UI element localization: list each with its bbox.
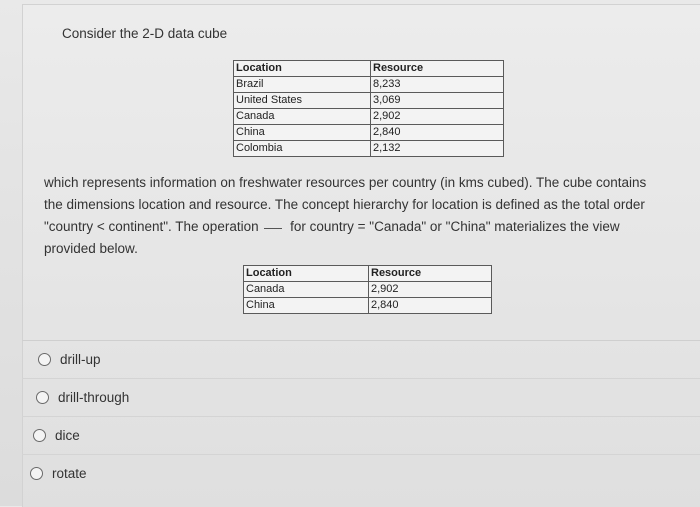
table-row xyxy=(244,282,492,298)
resource-cell: 2,902 xyxy=(369,282,492,298)
data-cube-table xyxy=(233,60,504,157)
column-header-location: Location xyxy=(244,266,369,282)
question-fragment: for country = "Canada" or "China" materializes the view xyxy=(290,219,620,234)
location-cell: Canada xyxy=(234,109,371,125)
table-row xyxy=(244,298,492,314)
location-cell: China xyxy=(234,125,371,141)
option-rotate[interactable] xyxy=(22,454,700,492)
table-row xyxy=(234,77,504,93)
table-header-row xyxy=(234,61,504,77)
location-cell: Brazil xyxy=(234,77,371,93)
option-drill-up[interactable] xyxy=(22,340,700,378)
question-line: which represents information on freshwater resources per country (in kms cubed). The cube contains xyxy=(44,175,647,190)
column-header-location: Location xyxy=(234,61,371,77)
question-line: provided below. xyxy=(44,241,138,256)
answer-blank xyxy=(264,228,282,229)
materialized-view-table xyxy=(243,265,492,314)
table-row xyxy=(234,141,504,157)
resource-cell: 3,069 xyxy=(371,93,504,109)
option-drill-through[interactable] xyxy=(22,378,700,416)
resource-cell: 2,840 xyxy=(371,125,504,141)
resource-cell: 2,902 xyxy=(371,109,504,125)
question-line xyxy=(44,216,690,238)
table-row xyxy=(234,109,504,125)
column-header-resource: Resource xyxy=(369,266,492,282)
table-row xyxy=(234,125,504,141)
table-row xyxy=(234,93,504,109)
option-label: drill-through xyxy=(58,390,130,405)
question-text xyxy=(44,172,690,260)
resource-cell: 2,840 xyxy=(369,298,492,314)
location-cell: Colombia xyxy=(234,141,371,157)
question-fragment: "country < continent". The operation xyxy=(44,219,259,234)
option-label: drill-up xyxy=(60,352,101,367)
table-header-row xyxy=(244,266,492,282)
answer-options xyxy=(22,340,700,492)
option-label: dice xyxy=(55,428,80,443)
location-cell: China xyxy=(244,298,369,314)
resource-cell: 2,132 xyxy=(371,141,504,157)
radio-button[interactable] xyxy=(36,391,49,404)
question-prompt: Consider the 2-D data cube xyxy=(62,26,228,41)
radio-button[interactable] xyxy=(30,467,43,480)
radio-button[interactable] xyxy=(33,429,46,442)
question-line: the dimensions location and resource. The concept hierarchy for location is defined as the total order xyxy=(44,197,645,212)
resource-cell: 8,233 xyxy=(371,77,504,93)
option-dice[interactable] xyxy=(22,416,700,454)
option-label: rotate xyxy=(52,466,87,481)
radio-button[interactable] xyxy=(38,353,51,366)
location-cell: Canada xyxy=(244,282,369,298)
location-cell: United States xyxy=(234,93,371,109)
column-header-resource: Resource xyxy=(371,61,504,77)
